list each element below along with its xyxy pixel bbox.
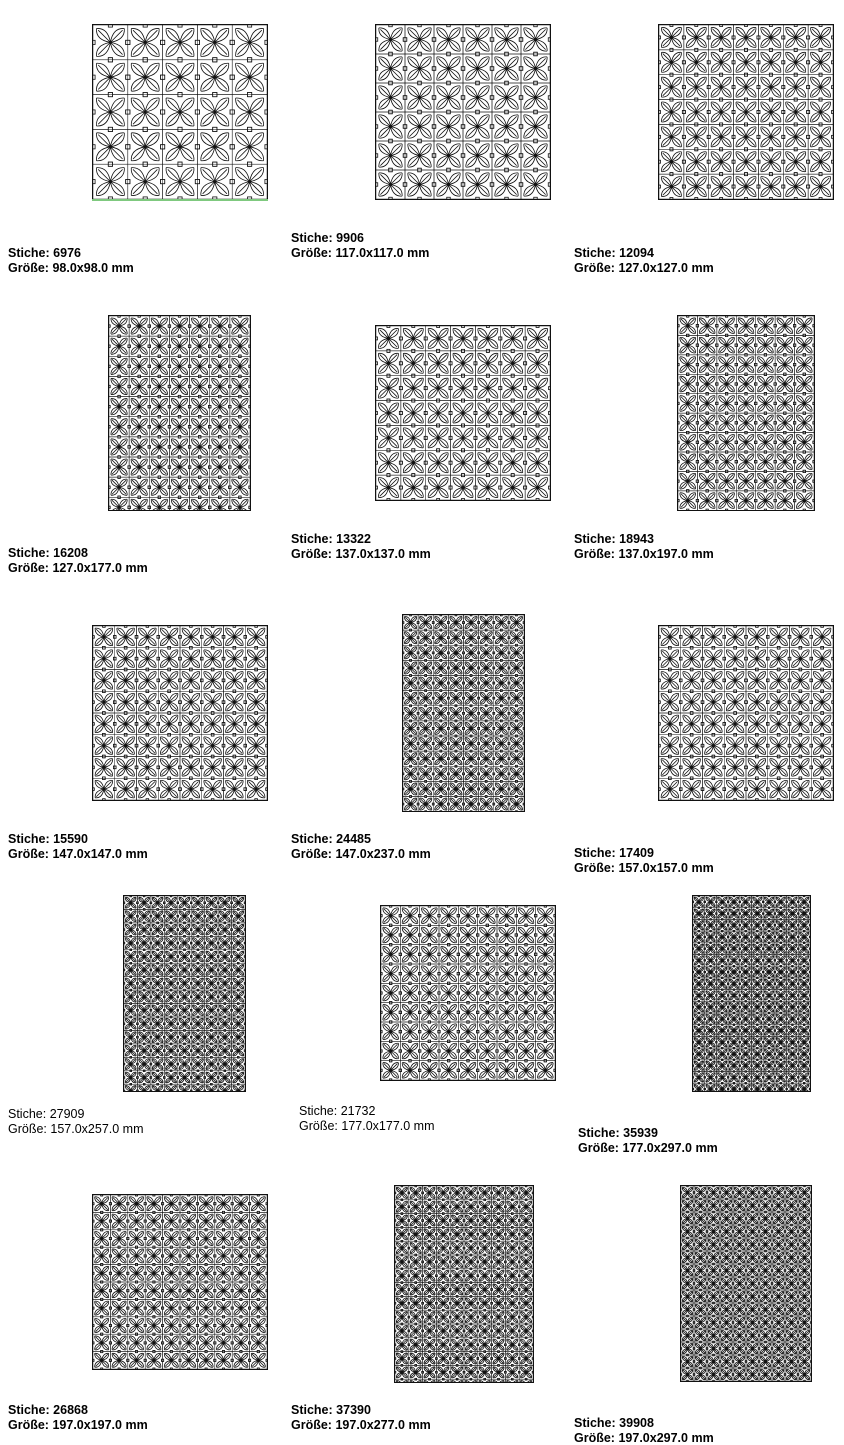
pattern-thumbnail <box>380 905 556 1081</box>
design-caption: Stiche: 21732 Größe: 177.0x177.0 mm <box>299 1104 435 1133</box>
quilt-pattern-graphic <box>659 25 833 199</box>
design-caption: Stiche: 16208 Größe: 127.0x177.0 mm <box>8 546 148 575</box>
pattern-thumbnail <box>108 315 251 511</box>
design-caption: Stiche: 12094 Größe: 127.0x127.0 mm <box>574 246 714 275</box>
quilt-pattern-graphic <box>395 1186 533 1382</box>
pattern-thumbnail <box>402 614 525 812</box>
quilt-pattern-graphic <box>376 25 550 199</box>
pattern-thumbnail <box>375 325 551 501</box>
design-caption: Stiche: 24485 Größe: 147.0x237.0 mm <box>291 832 431 861</box>
pattern-thumbnail <box>92 1194 268 1370</box>
pattern-thumbnail <box>123 895 246 1092</box>
design-caption: Stiche: 9906 Größe: 117.0x117.0 mm <box>291 231 429 260</box>
design-caption: Stiche: 6976 Größe: 98.0x98.0 mm <box>8 246 134 275</box>
quilt-pattern-graphic <box>124 896 245 1091</box>
quilt-pattern-graphic <box>678 316 814 510</box>
pattern-thumbnail <box>677 315 815 511</box>
pattern-thumbnail <box>394 1185 534 1383</box>
pattern-thumbnail <box>375 24 551 200</box>
pattern-thumbnail <box>658 24 834 200</box>
quilt-pattern-graphic <box>109 316 250 510</box>
design-caption: Stiche: 27909 Größe: 157.0x257.0 mm <box>8 1107 144 1136</box>
quilt-pattern-graphic <box>403 615 524 811</box>
design-caption: Stiche: 37390 Größe: 197.0x277.0 mm <box>291 1403 431 1432</box>
pattern-thumbnail <box>92 625 268 801</box>
quilt-pattern-graphic <box>93 25 267 199</box>
design-caption: Stiche: 15590 Größe: 147.0x147.0 mm <box>8 832 148 861</box>
quilt-pattern-graphic <box>376 326 550 500</box>
design-caption: Stiche: 18943 Größe: 137.0x197.0 mm <box>574 532 714 561</box>
quilt-pattern-graphic <box>93 1195 267 1369</box>
quilt-pattern-graphic <box>693 896 810 1091</box>
design-caption: Stiche: 39908 Größe: 197.0x297.0 mm <box>574 1416 714 1445</box>
green-underline <box>92 199 268 201</box>
pattern-thumbnail <box>680 1185 812 1382</box>
quilt-pattern-graphic <box>381 906 555 1080</box>
design-caption: Stiche: 26868 Größe: 197.0x197.0 mm <box>8 1403 148 1432</box>
design-caption: Stiche: 13322 Größe: 137.0x137.0 mm <box>291 532 431 561</box>
quilt-pattern-graphic <box>681 1186 811 1381</box>
design-caption: Stiche: 35939 Größe: 177.0x297.0 mm <box>578 1126 718 1155</box>
pattern-thumbnail <box>692 895 811 1092</box>
pattern-thumbnail <box>92 24 268 200</box>
quilt-pattern-graphic <box>659 626 833 800</box>
quilt-pattern-graphic <box>93 626 267 800</box>
design-caption: Stiche: 17409 Größe: 157.0x157.0 mm <box>574 846 714 875</box>
pattern-thumbnail <box>658 625 834 801</box>
